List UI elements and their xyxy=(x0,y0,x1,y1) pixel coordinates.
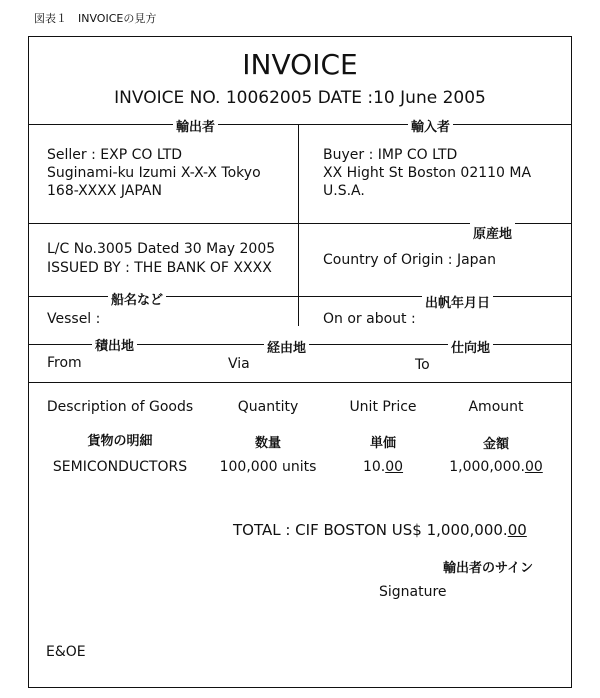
destination-label: 仕向地 xyxy=(448,337,493,356)
lc-issuer: ISSUED BY : THE BANK OF XXXX xyxy=(47,260,272,276)
vessel-field: Vessel : xyxy=(47,311,101,327)
col-header-quantity: Quantity xyxy=(237,399,299,415)
divider-line xyxy=(28,124,572,125)
departure-date-label: 出帆年月日 xyxy=(422,292,493,311)
invoice-subtitle: INVOICE NO. 10062005 DATE :10 June 2005 xyxy=(114,88,486,108)
origin-label: 原産地 xyxy=(470,223,515,242)
item-unit-price: 10.00 xyxy=(362,459,404,475)
col-jp-amount: 金額 xyxy=(482,437,509,452)
from-field: From xyxy=(47,355,82,371)
buyer-country: U.S.A. xyxy=(323,183,365,199)
col-jp-quantity: 数量 xyxy=(254,436,281,451)
via-field: Via xyxy=(228,356,250,372)
col-header-description: Description of Goods xyxy=(46,399,194,415)
to-field: To xyxy=(415,357,430,373)
signature-label: 輸出者のサイン xyxy=(443,561,534,576)
invoice-frame xyxy=(28,36,572,688)
lc-number: L/C No.3005 Dated 30 May 2005 xyxy=(47,241,276,257)
item-amount: 1,000,000.00 xyxy=(449,459,543,475)
buyer-address: XX Hight St Boston 02110 MA xyxy=(323,165,532,181)
col-header-unit-price: Unit Price xyxy=(349,399,417,415)
invoice-title: INVOICE xyxy=(242,48,358,81)
figure-caption: 図表１ INVOICEの見方 xyxy=(34,12,157,25)
buyer-name: Buyer : IMP CO LTD xyxy=(323,147,458,163)
item-description: SEMICONDUCTORS xyxy=(52,459,188,475)
vessel-name-label: 船名など xyxy=(108,289,166,308)
importer-label: 輸入者 xyxy=(408,116,453,135)
seller-address: Suginami-ku Izumi X-X-X Tokyo xyxy=(47,165,261,181)
divider-line xyxy=(28,382,572,383)
eoe-note: E&OE xyxy=(46,644,86,660)
loading-place-label: 積出地 xyxy=(92,335,137,354)
transit-label: 経由地 xyxy=(264,337,309,356)
col-header-amount: Amount xyxy=(468,399,524,415)
country-of-origin: Country of Origin : Japan xyxy=(323,252,496,268)
invoice-total: TOTAL : CIF BOSTON US$ 1,000,000.00 xyxy=(233,521,527,539)
col-jp-unit-price: 単価 xyxy=(369,436,396,451)
seller-name: Seller : EXP CO LTD xyxy=(47,147,183,163)
signature-field: Signature xyxy=(379,584,447,600)
col-jp-description: 貨物の明細 xyxy=(87,434,153,449)
on-or-about-field: On or about : xyxy=(323,311,416,327)
item-quantity: 100,000 units xyxy=(219,459,317,475)
seller-postcode: 168-XXXX JAPAN xyxy=(47,183,162,199)
exporter-label: 輸出者 xyxy=(173,116,218,135)
